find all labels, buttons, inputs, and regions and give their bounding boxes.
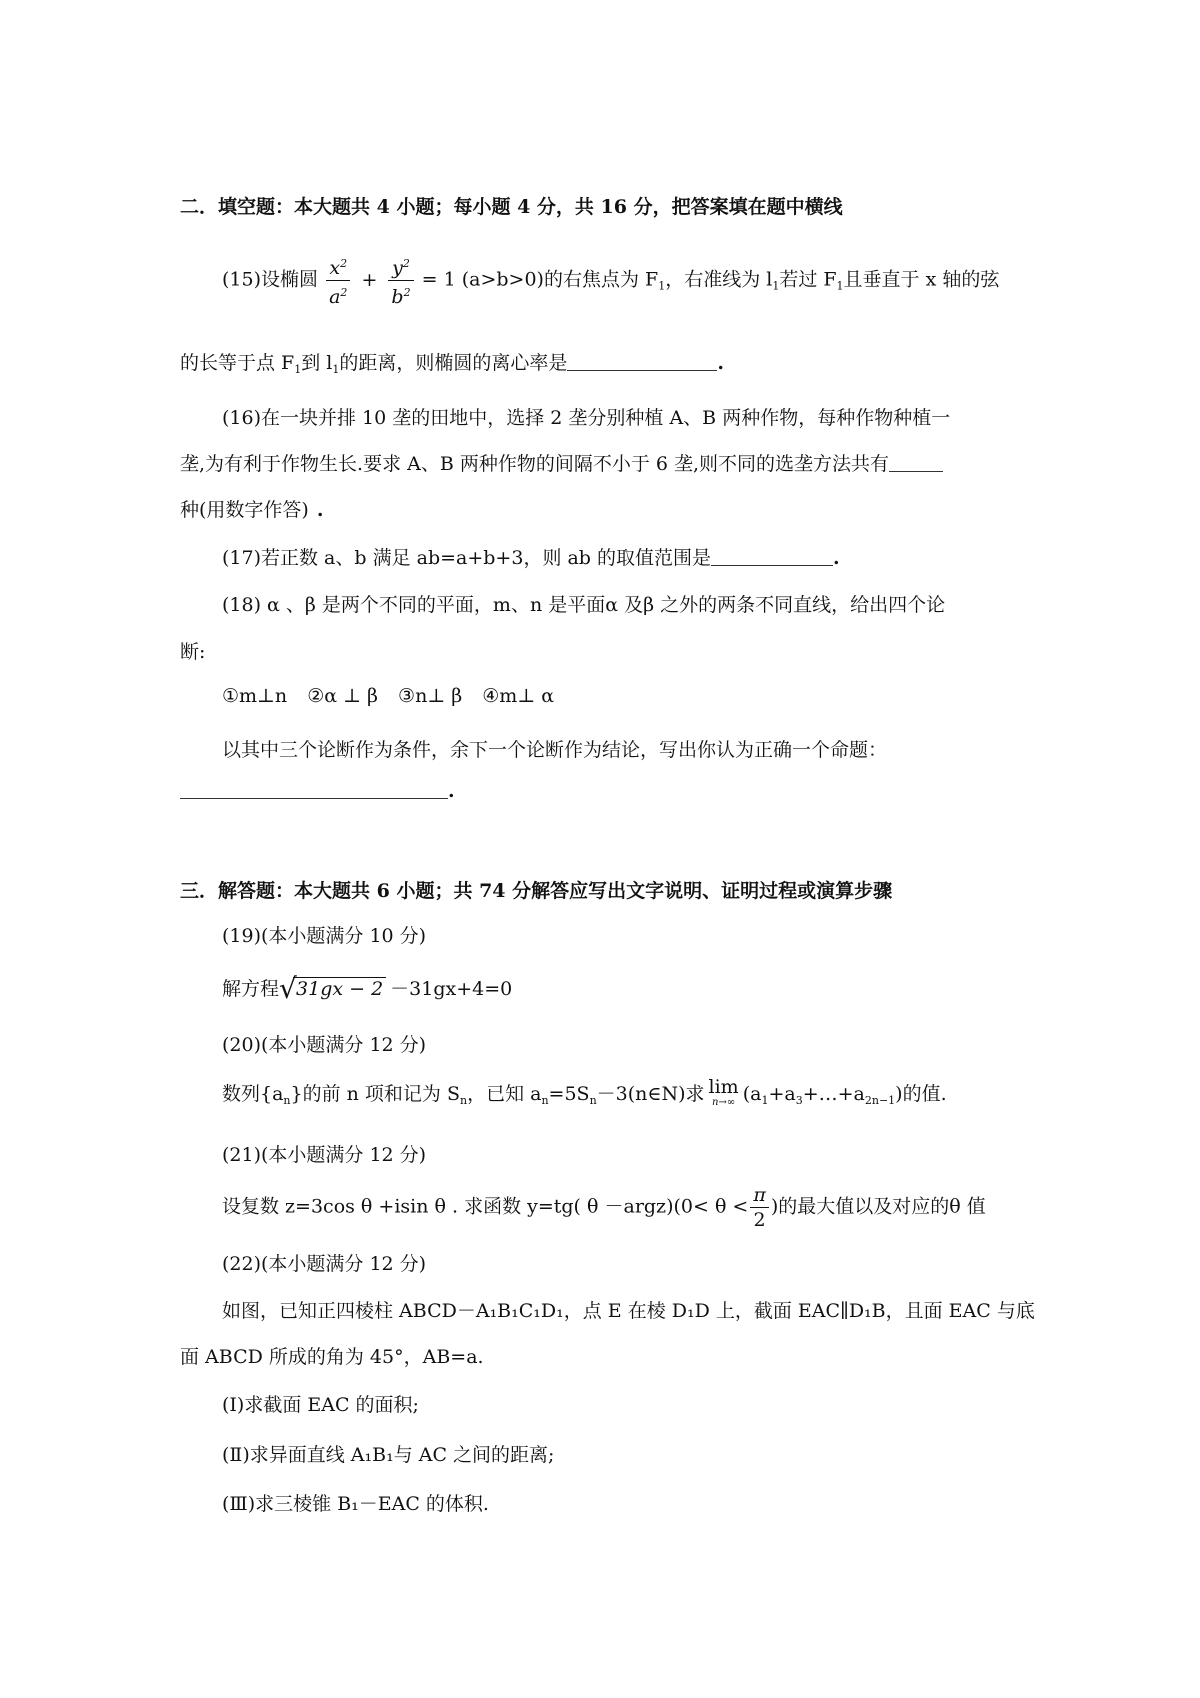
q18-dot: . bbox=[448, 780, 455, 802]
q15-line2 bbox=[180, 348, 724, 376]
q20-sub-n1: n bbox=[283, 1094, 291, 1107]
q15-fx-num-sup: 2 bbox=[340, 257, 348, 270]
q20-t3: ，已知 a bbox=[467, 1083, 542, 1105]
q15-dot: . bbox=[717, 352, 724, 374]
q20-t2: }的前 n 项和记为 S bbox=[290, 1083, 460, 1105]
q20-sub-3: 3 bbox=[795, 1094, 803, 1107]
q20-sub-2n: 2n−1 bbox=[864, 1094, 896, 1107]
q20-sub-1: 1 bbox=[761, 1094, 769, 1107]
q20-lim-sub: n→∞ bbox=[712, 1097, 736, 1108]
q19-head: (19)(本小题满分 10 分) bbox=[222, 925, 427, 947]
q16-answer-blank[interactable] bbox=[889, 453, 943, 472]
q18-option-1: ①m⊥n bbox=[222, 685, 288, 707]
q15-fy-den-sup: 2 bbox=[403, 286, 411, 299]
q15-fx-den-sup: 2 bbox=[340, 286, 348, 299]
q15-fraction-x bbox=[326, 252, 350, 309]
q19-equation bbox=[222, 972, 513, 1005]
q17-answer-blank[interactable] bbox=[711, 547, 833, 566]
q18-line4: 以其中三个论断作为条件，余下一个论断作为结论，写出你认为正确一个命题： bbox=[222, 739, 888, 761]
q22-part1: (Ⅰ)求截面 EAC 的面积; bbox=[222, 1394, 419, 1416]
q15-fy-num-sup: 2 bbox=[402, 257, 410, 270]
q16-line2-text: 垄,为有利于作物生长.要求 A、B 两种作物的间隔不小于 6 垄,则不同的选垄方法共有 bbox=[180, 453, 890, 475]
q18-option-4: ④m⊥ α bbox=[482, 685, 555, 707]
q15-fraction-y bbox=[388, 252, 413, 309]
q18-line2: 断: bbox=[180, 641, 206, 663]
q15-rest4: 且垂直于 x 轴的弦 bbox=[843, 268, 1000, 291]
q21-pi: π bbox=[750, 1183, 769, 1208]
q21-two: 2 bbox=[753, 1209, 766, 1231]
q20-t5: －3(n∈N)求 bbox=[596, 1083, 705, 1105]
q18-options bbox=[222, 685, 554, 707]
q20-t8: +…+a bbox=[802, 1083, 865, 1105]
q21-text bbox=[222, 1183, 986, 1232]
q15-line1: (15)设椭圆 $\frac{x^2}{a^2}$ + $\frac{y^2}{b^2}$ = 1 (a>b>0)的右焦点为 $F_1$，右准线为 $l_1$若过 $F_1$且垂直于 x 轴的弦 bbox=[222, 252, 999, 309]
q18-option-3: ③n⊥ β bbox=[398, 685, 463, 707]
q15-rest: = 1 (a>b>0)的右焦点为 F bbox=[421, 268, 659, 291]
q15-prefix: (15)设椭圆 bbox=[222, 268, 319, 291]
q19-suffix: －31gx+4=0 bbox=[390, 978, 513, 1000]
q15-rest3: 若过 F bbox=[779, 268, 837, 291]
q15-sub-d: 1 bbox=[294, 363, 302, 376]
q15-fx-num: x bbox=[329, 257, 341, 279]
q16-line1: (16)在一块并排 10 垄的田地中，选择 2 垄分别种植 A、B 两种作物，每种作物种植一 bbox=[222, 407, 951, 429]
q21-fraction bbox=[750, 1183, 769, 1232]
q22-part3: (Ⅲ)求三棱锥 B₁－EAC 的体积. bbox=[222, 1493, 489, 1515]
q20-sub-n2: n bbox=[459, 1094, 468, 1107]
q15-rest2: ，右准线为 l bbox=[665, 268, 773, 291]
q15-sub-e: 1 bbox=[332, 363, 340, 376]
q20-t1: 数列{a bbox=[222, 1083, 284, 1105]
section-2-title: 二．填空题：本大题共 4 小题；每小题 4 分，共 16 分，把答案填在题中横线 bbox=[180, 196, 843, 218]
q15-sub-a: 1 bbox=[658, 279, 666, 293]
q18-line1: (18) α 、β 是两个不同的平面，m、n 是平面α 及β 之外的两条不同直线，给出四个论 bbox=[222, 594, 946, 616]
section-3-title: 三．解答题：本大题共 6 小题；共 74 分解答应写出文字说明、证明过程或演算步骤 bbox=[180, 880, 893, 902]
q20-lim-text: lim bbox=[708, 1076, 739, 1098]
q17-text: (17)若正数 a、b 满足 ab=a+b+3，则 ab 的取值范围是 bbox=[222, 547, 712, 569]
q17-dot: . bbox=[833, 547, 840, 569]
q22-part2: (Ⅱ)求异面直线 A₁B₁与 AC 之间的距离; bbox=[222, 1444, 555, 1466]
q16-line3 bbox=[180, 495, 323, 522]
q20-t9: )的值. bbox=[895, 1083, 947, 1105]
q15-fx-den: a bbox=[329, 286, 341, 308]
q15-fy-den: b bbox=[391, 286, 404, 308]
q18-answer-line bbox=[180, 780, 455, 802]
q21-head: (21)(本小题满分 12 分) bbox=[222, 1144, 427, 1166]
q16-line3-text: 种(用数字作答) bbox=[180, 499, 309, 521]
q20-t6: (a bbox=[742, 1083, 762, 1105]
q19-prefix: 解方程 bbox=[222, 978, 280, 1000]
q15-fy-num: y bbox=[392, 257, 403, 279]
q15-answer-blank[interactable] bbox=[567, 352, 717, 371]
q19-radicand: 31gx − 2 bbox=[293, 977, 386, 1000]
q15-sub-c: 1 bbox=[836, 279, 844, 293]
q20-head: (20)(本小题满分 12 分) bbox=[222, 1034, 427, 1056]
q21-t1: 设复数 z=3cos θ +isin θ . 求函数 y=tg( θ －argz)(0< θ < bbox=[222, 1195, 749, 1218]
q16-dot: . bbox=[316, 499, 324, 521]
q20-text bbox=[222, 1076, 947, 1111]
q20-t4: =5S bbox=[548, 1083, 590, 1105]
q17-line bbox=[222, 543, 840, 570]
q15-sub-b: 1 bbox=[772, 279, 780, 293]
q20-limit bbox=[708, 1076, 739, 1111]
q22-line1: 如图，已知正四棱柱 ABCD－A₁B₁C₁D₁，点 E 在棱 D₁D 上，截面 EAC∥D₁B，且面 EAC 与底 bbox=[222, 1300, 1035, 1322]
q18-option-2: ②α ⊥ β bbox=[307, 685, 378, 707]
q20-sub-n4: n bbox=[589, 1094, 597, 1107]
q15-line2c: 的距离，则椭圆的离心率是 bbox=[339, 352, 568, 374]
q22-head: (22)(本小题满分 12 分) bbox=[222, 1253, 427, 1275]
q16-line2 bbox=[180, 449, 943, 476]
q22-line2: 面 ABCD 所成的角为 45°，AB=a. bbox=[180, 1346, 484, 1368]
q20-t7: +a bbox=[768, 1083, 796, 1105]
q21-t2: )的最大值以及对应的θ 值 bbox=[770, 1195, 986, 1218]
q19-sqrt bbox=[279, 972, 386, 1005]
q15-line2b: 到 l bbox=[301, 352, 333, 374]
q15-line2a: 的长等于点 F bbox=[180, 352, 295, 374]
q20-sub-n3: n bbox=[541, 1094, 549, 1107]
q18-answer-blank[interactable] bbox=[180, 780, 448, 799]
sqrt-icon: √ bbox=[279, 972, 297, 1005]
